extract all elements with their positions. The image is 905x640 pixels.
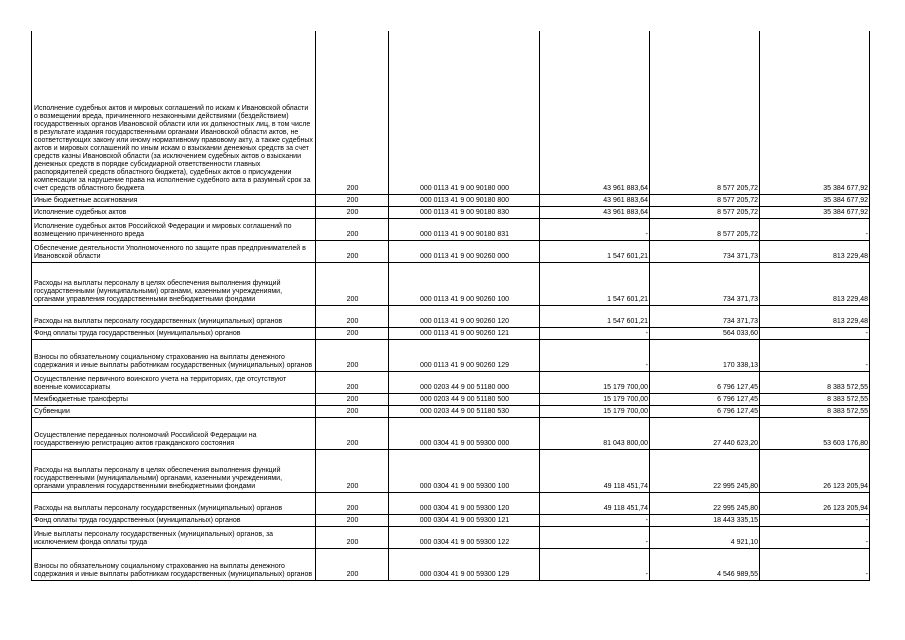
cell-budget-code: 000 0304 41 9 00 59300 100 xyxy=(389,449,540,492)
cell-executed: 4 921,10 xyxy=(650,526,760,548)
cell-line-code: 200 xyxy=(316,449,389,492)
cell-approved: - xyxy=(540,339,650,371)
cell-remaining: 8 383 572,55 xyxy=(760,405,870,417)
cell-name: Исполнение судебных актов xyxy=(32,206,316,218)
cell-remaining: - xyxy=(760,514,870,526)
cell-approved: 49 118 451,74 xyxy=(540,449,650,492)
cell-remaining: 8 383 572,55 xyxy=(760,371,870,393)
cell-approved: 1 547 601,21 xyxy=(540,262,650,305)
cell-remaining: 813 229,48 xyxy=(760,262,870,305)
cell-budget-code: 000 0113 41 9 00 90260 129 xyxy=(389,339,540,371)
cell-budget-code: 000 0203 44 9 00 51180 500 xyxy=(389,393,540,405)
cell-line-code: 200 xyxy=(316,194,389,206)
cell-line-code: 200 xyxy=(316,393,389,405)
cell-executed: 170 338,13 xyxy=(650,339,760,371)
table-row xyxy=(32,393,870,405)
cell-line-code: 200 xyxy=(316,371,389,393)
cell-approved: 15 179 700,00 xyxy=(540,393,650,405)
cell-name: Осуществление первичного воинского учета на территориях, где отсутствуют военные комиссариаты xyxy=(32,371,316,393)
cell-executed: 734 371,73 xyxy=(650,305,760,327)
cell-executed: 6 796 127,45 xyxy=(650,371,760,393)
table-row xyxy=(32,526,870,548)
cell-line-code: 200 xyxy=(316,417,389,449)
cell-executed: 8 577 205,72 xyxy=(650,31,760,194)
cell-budget-code: 000 0113 41 9 00 90180 800 xyxy=(389,194,540,206)
table-row xyxy=(32,206,870,218)
table-row xyxy=(32,514,870,526)
cell-approved: - xyxy=(540,548,650,580)
budget-table xyxy=(31,31,870,581)
cell-executed: 18 443 335,15 xyxy=(650,514,760,526)
table-row xyxy=(32,339,870,371)
cell-approved: 43 961 883,64 xyxy=(540,194,650,206)
cell-remaining: - xyxy=(760,548,870,580)
cell-approved: 15 179 700,00 xyxy=(540,371,650,393)
cell-name: Исполнение судебных актов и мировых соглашений по искам к Ивановской области о возмещении вреда, причиненного незаконными действиями (бездействием) государственных органов Ивановской области или их должностных лиц, в том числе в результате издания государственными органами Ивановской области актов, не соответствующих закону или иному нормативному правовому акту, а также судебных актов и мировых соглашений по иным искам о взыскании денежных средств за счет средств казны Ивановской области (за исключением судебных актов о взыскании денежных средств в порядке субсидиарной ответственности главных распорядителей средств областного бюджета), судебных актов о присуждении компенсации за нарушение права на исполнение судебного акта в разумный срок за счет средств областного бюджета xyxy=(32,31,316,194)
table-row xyxy=(32,405,870,417)
cell-line-code: 200 xyxy=(316,240,389,262)
table-row xyxy=(32,218,870,240)
table-row xyxy=(32,449,870,492)
cell-line-code: 200 xyxy=(316,305,389,327)
cell-budget-code: 000 0203 44 9 00 51180 530 xyxy=(389,405,540,417)
cell-approved: 43 961 883,64 xyxy=(540,206,650,218)
table-row xyxy=(32,194,870,206)
cell-remaining: - xyxy=(760,218,870,240)
cell-executed: 8 577 205,72 xyxy=(650,206,760,218)
cell-executed: 22 995 245,80 xyxy=(650,449,760,492)
cell-approved: 43 961 883,64 xyxy=(540,31,650,194)
table-row xyxy=(32,417,870,449)
cell-name: Расходы на выплаты персоналу государственных (муниципальных) органов xyxy=(32,305,316,327)
cell-approved: - xyxy=(540,526,650,548)
cell-approved: - xyxy=(540,218,650,240)
cell-name: Межбюджетные трансферты xyxy=(32,393,316,405)
cell-name: Расходы на выплаты персоналу в целях обеспечения выполнения функций государственными (муниципальными) органами, казенными учреждениями, органами управления государственными внебюджетными фондами xyxy=(32,449,316,492)
cell-budget-code: 000 0113 41 9 00 90180 830 xyxy=(389,206,540,218)
cell-approved: - xyxy=(540,327,650,339)
cell-approved: - xyxy=(540,514,650,526)
cell-approved: 81 043 800,00 xyxy=(540,417,650,449)
budget-table-sheet xyxy=(31,31,870,581)
cell-executed: 734 371,73 xyxy=(650,262,760,305)
cell-budget-code: 000 0113 41 9 00 90260 121 xyxy=(389,327,540,339)
cell-remaining: 53 603 176,80 xyxy=(760,417,870,449)
cell-approved: 49 118 451,74 xyxy=(540,492,650,514)
cell-approved: 1 547 601,21 xyxy=(540,240,650,262)
cell-budget-code: 000 0304 41 9 00 59300 000 xyxy=(389,417,540,449)
cell-line-code: 200 xyxy=(316,514,389,526)
table-row xyxy=(32,305,870,327)
cell-line-code: 200 xyxy=(316,262,389,305)
budget-table-body xyxy=(32,31,870,580)
cell-approved: 15 179 700,00 xyxy=(540,405,650,417)
cell-line-code: 200 xyxy=(316,526,389,548)
table-row xyxy=(32,262,870,305)
cell-line-code: 200 xyxy=(316,327,389,339)
cell-remaining: 813 229,48 xyxy=(760,305,870,327)
cell-budget-code: 000 0304 41 9 00 59300 122 xyxy=(389,526,540,548)
table-row xyxy=(32,240,870,262)
cell-name: Исполнение судебных актов Российской Федерации и мировых соглашений по возмещению причиненного вреда xyxy=(32,218,316,240)
cell-executed: 6 796 127,45 xyxy=(650,393,760,405)
cell-executed: 8 577 205,72 xyxy=(650,218,760,240)
cell-remaining: 26 123 205,94 xyxy=(760,449,870,492)
cell-executed: 564 033,60 xyxy=(650,327,760,339)
cell-name: Осуществление переданных полномочий Российской Федерации на государственную регистрацию актов гражданского состояния xyxy=(32,417,316,449)
cell-name: Расходы на выплаты персоналу государственных (муниципальных) органов xyxy=(32,492,316,514)
cell-line-code: 200 xyxy=(316,548,389,580)
cell-budget-code: 000 0113 41 9 00 90180 831 xyxy=(389,218,540,240)
cell-name: Субвенции xyxy=(32,405,316,417)
table-row xyxy=(32,327,870,339)
cell-budget-code: 000 0304 41 9 00 59300 120 xyxy=(389,492,540,514)
cell-name: Обеспечение деятельности Уполномоченного по защите прав предпринимателей в Ивановской области xyxy=(32,240,316,262)
cell-remaining: 813 229,48 xyxy=(760,240,870,262)
table-row xyxy=(32,548,870,580)
cell-budget-code: 000 0113 41 9 00 90180 000 xyxy=(389,31,540,194)
cell-budget-code: 000 0113 41 9 00 90260 120 xyxy=(389,305,540,327)
table-row xyxy=(32,31,870,194)
cell-executed: 27 440 623,20 xyxy=(650,417,760,449)
cell-budget-code: 000 0203 44 9 00 51180 000 xyxy=(389,371,540,393)
cell-remaining: 8 383 572,55 xyxy=(760,393,870,405)
cell-name: Расходы на выплаты персоналу в целях обеспечения выполнения функций государственными (муниципальными) органами, казенными учреждениями, органами управления государственными внебюджетными фондами xyxy=(32,262,316,305)
cell-name: Взносы по обязательному социальному страхованию на выплаты денежного содержания и иные выплаты работникам государственных (муниципальных) органов xyxy=(32,339,316,371)
cell-remaining: 35 384 677,92 xyxy=(760,31,870,194)
cell-name: Иные выплаты персоналу государственных (муниципальных) органов, за исключением фонда оплаты труда xyxy=(32,526,316,548)
cell-budget-code: 000 0304 41 9 00 59300 129 xyxy=(389,548,540,580)
cell-line-code: 200 xyxy=(316,492,389,514)
cell-remaining: 35 384 677,92 xyxy=(760,194,870,206)
cell-line-code: 200 xyxy=(316,405,389,417)
cell-line-code: 200 xyxy=(316,31,389,194)
cell-executed: 6 796 127,45 xyxy=(650,405,760,417)
cell-remaining: - xyxy=(760,526,870,548)
cell-executed: 734 371,73 xyxy=(650,240,760,262)
cell-remaining: - xyxy=(760,339,870,371)
cell-name: Иные бюджетные ассигнования xyxy=(32,194,316,206)
table-row xyxy=(32,492,870,514)
cell-remaining: 35 384 677,92 xyxy=(760,206,870,218)
cell-budget-code: 000 0113 41 9 00 90260 100 xyxy=(389,262,540,305)
cell-executed: 22 995 245,80 xyxy=(650,492,760,514)
cell-budget-code: 000 0304 41 9 00 59300 121 xyxy=(389,514,540,526)
cell-executed: 8 577 205,72 xyxy=(650,194,760,206)
cell-remaining: - xyxy=(760,327,870,339)
cell-approved: 1 547 601,21 xyxy=(540,305,650,327)
cell-line-code: 200 xyxy=(316,218,389,240)
cell-line-code: 200 xyxy=(316,206,389,218)
cell-name: Фонд оплаты труда государственных (муниципальных) органов xyxy=(32,514,316,526)
cell-budget-code: 000 0113 41 9 00 90260 000 xyxy=(389,240,540,262)
cell-name: Фонд оплаты труда государственных (муниципальных) органов xyxy=(32,327,316,339)
table-row xyxy=(32,371,870,393)
cell-remaining: 26 123 205,94 xyxy=(760,492,870,514)
cell-line-code: 200 xyxy=(316,339,389,371)
cell-name: Взносы по обязательному социальному страхованию на выплаты денежного содержания и иные выплаты работникам государственных (муниципальных) органов xyxy=(32,548,316,580)
cell-executed: 4 546 989,55 xyxy=(650,548,760,580)
